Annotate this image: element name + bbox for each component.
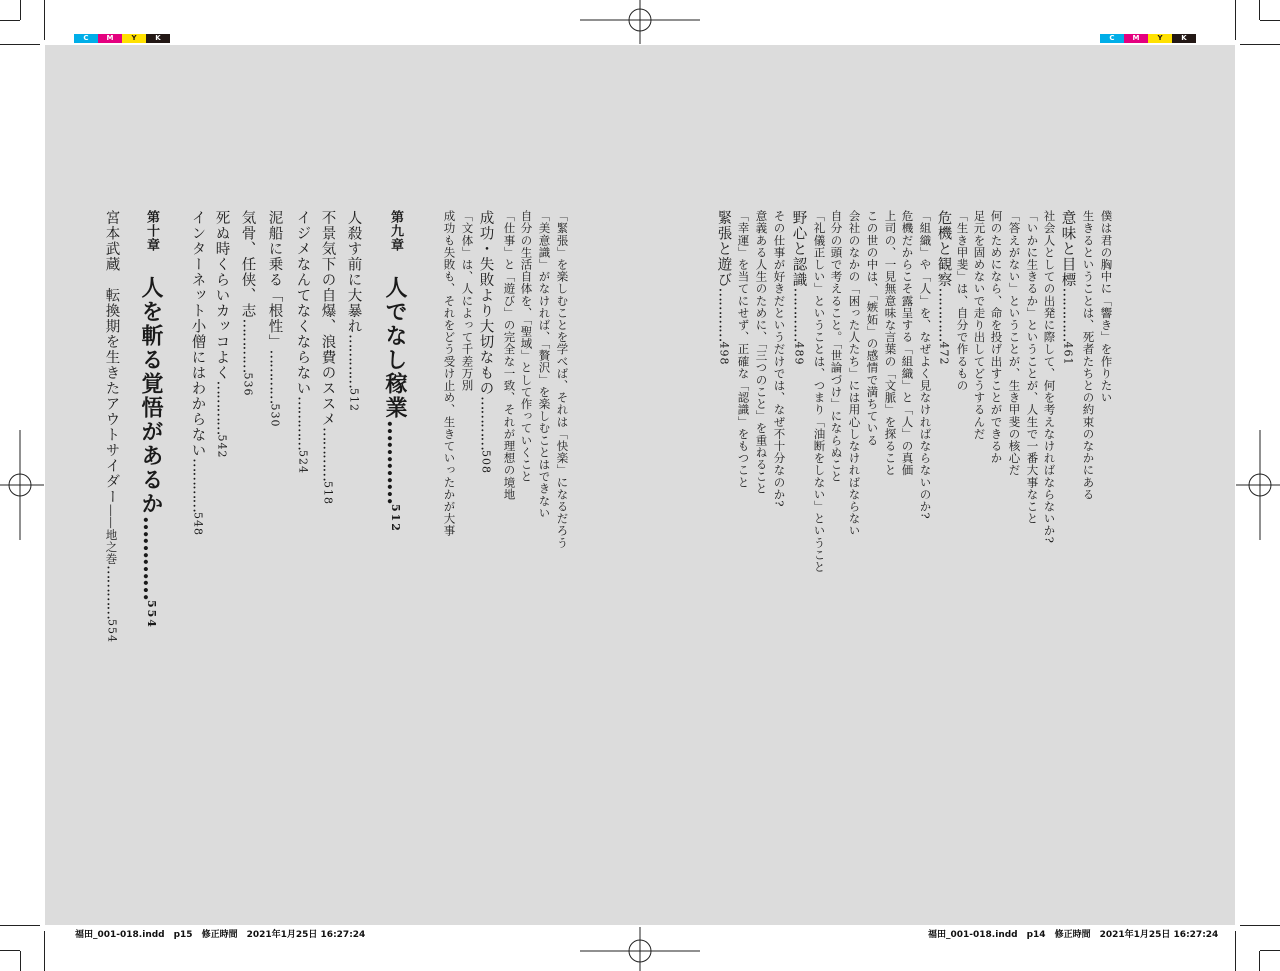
subheading-line (556, 210, 568, 549)
subheading-line (956, 210, 968, 392)
entry-title: この世の中は、「嫉妬」の感情で満ちている (865, 210, 880, 447)
entry-title: その仕事が好きだというだけでは、なぜ不十分なのか? (772, 210, 787, 508)
subheading-line (919, 210, 931, 519)
black-swatch: K (146, 34, 170, 43)
page-number: 554 (145, 600, 158, 629)
page-number: 530 (268, 403, 282, 428)
registration-mark-bottom (580, 927, 700, 971)
entry-title: 自分の生活自体を、「聖域」として作っていくこと (519, 210, 534, 483)
yellow-swatch: Y (122, 34, 146, 43)
entry-title: 僕は君の胸中に「響き」を作りたい (1099, 210, 1114, 404)
entry-title: 泥船に乗る「根性」 (266, 210, 283, 350)
cyan-swatch: C (1100, 34, 1124, 43)
toc-entry (240, 210, 255, 397)
entry-title: 危機だからこそ露呈する「組織」と「人」の真価 (900, 210, 915, 477)
dot-leader: ………… (138, 516, 164, 600)
cyan-swatch: C (74, 34, 98, 43)
entry-title: 「いかに生きるか」ということが、人生で一番大事なこと (1025, 210, 1040, 525)
subheading-line (990, 210, 1002, 464)
slug-line-right: 福田_001-018.indd p14 修正時間 2021年1月25日 16:27:24 (928, 930, 1219, 940)
entry-title: 「幸運」を当てにせず、正確な「認識」をもつこと (736, 210, 751, 489)
entry-title: 「組織」や「人」を、なぜよく見なければならないのか? (918, 210, 933, 520)
section-entry (791, 210, 806, 366)
entry-title: インターネット小僧にはわからない (189, 210, 206, 458)
magenta-swatch: M (98, 34, 122, 43)
toc-entry (320, 210, 335, 505)
section-entry (716, 210, 731, 366)
subheading-line (848, 210, 860, 537)
entry-title: 何のためになら、命を投げ出すことができるか (989, 210, 1004, 465)
dot-leader: ………… (103, 565, 120, 619)
subheading-line (520, 210, 532, 483)
toc-entry (190, 210, 205, 536)
subheading-line (973, 210, 985, 440)
registration-mark-left (0, 430, 44, 540)
page-number: 472 (937, 341, 951, 366)
subheading-line (830, 210, 842, 483)
entry-title: 会社のなかの「困った人たち」には用心しなければならない (847, 210, 862, 537)
entry-title: 「美意識」がなければ、「贅沢」を楽しむことはできない (537, 210, 552, 519)
registration-mark-top (580, 0, 700, 44)
dot-leader: ………… (1059, 287, 1076, 342)
spacer (138, 252, 164, 276)
subheading-line (773, 210, 785, 507)
toc-entry (214, 210, 229, 459)
entry-title: 成功・失敗より大切なもの (477, 210, 494, 396)
entry-title: 生きるということは、死者たちとの約束のなかにある (1081, 210, 1096, 501)
subheading-line (1008, 210, 1020, 476)
page-number: 536 (241, 372, 255, 397)
chapter-title: 人を斬る覚悟があるか (138, 276, 164, 516)
subheading-line (901, 210, 913, 476)
page-number: 489 (792, 341, 806, 366)
toc-entry (346, 210, 361, 412)
dot-leader: ………… (213, 380, 230, 435)
cmyk-color-bar-left (74, 34, 170, 43)
subheading-line (1026, 210, 1038, 525)
dot-leader: ………… (382, 420, 408, 504)
entry-title: 「緊張」を楽しむことを学べば、それは「快楽」になるだろう (555, 210, 570, 549)
page-spread (45, 45, 1235, 925)
section-entry (1060, 210, 1075, 366)
dot-leader: ………… (790, 287, 807, 342)
entry-title: 上司の、一見無意味な言葉の「文脈」を探ること (883, 210, 898, 477)
entry-title: 成功も失敗も、それをどう受け止め、生きていったかが大事 (442, 210, 457, 537)
entry-title: 「生き甲斐」は、自分で作るもの (955, 210, 970, 392)
entry-title: 意味と目標 (1059, 210, 1076, 288)
page-number: 498 (717, 341, 731, 366)
page-number: 512 (389, 504, 402, 533)
entry-title: 意義ある人生のために、「三つのこと」を重ねること (754, 210, 769, 495)
entry-title: 自分の頭で考えること。「世論づけ」にならぬこと (829, 210, 844, 483)
entry-title: 不景気下の自爆、浪費のススメ (319, 210, 336, 427)
entry-title: 「答えがない」ということが、生き甲斐の核心だ (1007, 210, 1022, 477)
chapter-number: 第十章 (144, 210, 159, 252)
entry-title: 野心と認識 (790, 210, 807, 288)
entry-title: 気骨、任侠、志 (239, 210, 256, 319)
toc-entry (295, 210, 310, 474)
slug-line-left: 福田_001-018.indd p15 修正時間 2021年1月25日 16:27:24 (75, 930, 366, 940)
entry-title: 死ぬ時くらいカッコよく (213, 210, 230, 381)
registration-mark-right (1236, 430, 1280, 540)
entry-title: 足元を固めないで走り出してどうするんだ (972, 210, 987, 440)
entry-title: イジメなんてなくならない (294, 210, 311, 396)
page-number: 548 (191, 512, 205, 536)
subheading-line (1043, 210, 1055, 543)
entry-title: 人殺す前に大暴れ (345, 210, 362, 334)
page-number: 542 (215, 434, 229, 459)
entry-title: 宮本武蔵 転換期を生きたアウトサイダー (103, 210, 120, 505)
dot-leader: ………… (715, 287, 732, 342)
cmyk-color-bar-right (1100, 34, 1196, 43)
page-number: 554 (105, 619, 119, 643)
chapter-heading (384, 210, 406, 533)
spacer (382, 252, 408, 276)
subheading-line (503, 210, 515, 500)
page-number: 461 (1061, 341, 1075, 366)
magenta-swatch: M (1124, 34, 1148, 43)
subheading-line (461, 210, 473, 392)
section-entry (478, 210, 493, 474)
subheading-line (538, 210, 550, 519)
page-number: 518 (321, 481, 335, 505)
entry-title: 社会人としての出発に際して、何を考えなければならないか? (1042, 210, 1057, 544)
dot-leader: ………… (239, 318, 256, 373)
subheading-line (813, 210, 825, 573)
entry-title: 「礼儀正しい」ということは、つまり「油断をしない」ということ (812, 210, 827, 573)
subheading-line (884, 210, 896, 476)
dot-leader: ………… (935, 287, 952, 342)
subheading-line (866, 210, 878, 446)
dot-leader: ………… (345, 334, 362, 388)
yellow-swatch: Y (1148, 34, 1172, 43)
subheading-line (755, 210, 767, 495)
toc-entry (267, 210, 282, 428)
chapter-title: 人でなし稼業 (382, 276, 408, 420)
page-number: 524 (296, 450, 310, 474)
dot-leader: ………… (319, 427, 336, 481)
page-number: 512 (347, 388, 361, 412)
dot-leader: ………… (189, 458, 206, 512)
dot-leader: ………… (294, 396, 311, 450)
subheading-line (737, 210, 749, 488)
subheading-line (1082, 210, 1094, 500)
black-swatch: K (1172, 34, 1196, 43)
entry-subtitle: ――地之巻 (104, 504, 119, 565)
entry-title: 危機と観察 (935, 210, 952, 288)
chapter-number: 第九章 (388, 210, 403, 252)
section-entry (936, 210, 951, 366)
dot-leader: ………… (477, 396, 494, 450)
subheading-line (443, 210, 455, 537)
chapter-heading (140, 210, 162, 629)
entry-title: 「文体」は、人によって千差万別 (460, 210, 475, 392)
subheading-line (1100, 210, 1112, 404)
page-number: 508 (479, 450, 493, 474)
toc-entry (104, 210, 119, 643)
entry-title: 緊張と遊び (715, 210, 732, 288)
dot-leader: ………… (266, 349, 283, 404)
entry-title: 「仕事」と「遊び」の完全な一致、それが理想の境地 (502, 210, 517, 501)
